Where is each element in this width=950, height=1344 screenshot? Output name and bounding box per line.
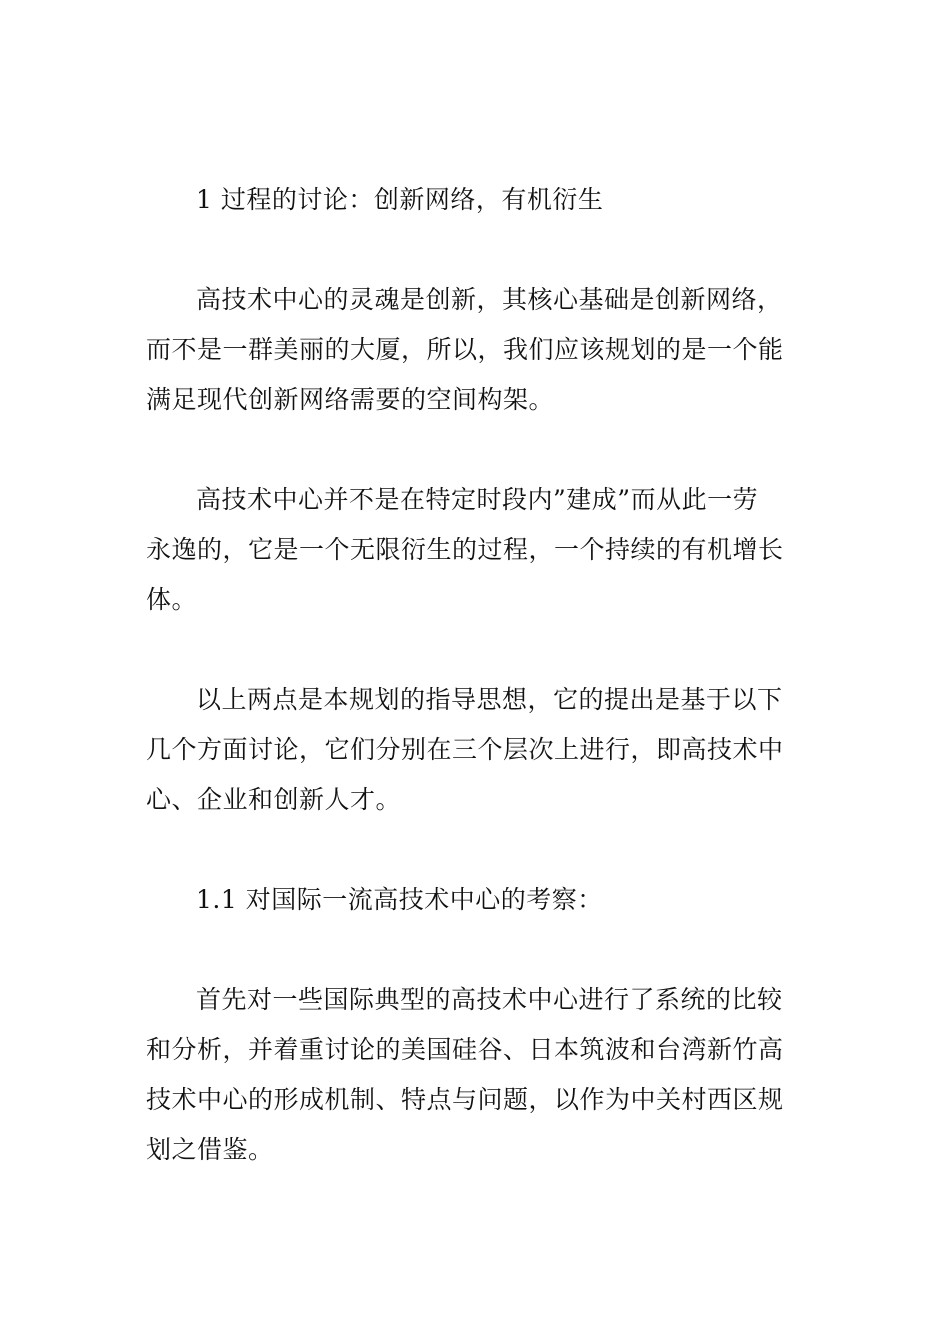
document-page: [146, 175, 806, 1175]
paragraph-line: 心、企业和创新人才。: [146, 785, 402, 814]
paragraph-line: 几个方面讨论，它们分别在三个层次上进行，即高技术中: [146, 735, 784, 764]
paragraph-2: [146, 475, 806, 625]
paragraph-line: 而不是一群美丽的大厦，所以，我们应该规划的是一个能: [146, 335, 784, 364]
subsection-heading: 1.1 对国际一流高技术中心的考察：: [196, 885, 603, 914]
paragraph-line: 体。: [146, 585, 198, 614]
spacer: [146, 625, 806, 675]
spacer: [146, 925, 806, 975]
paragraph-line: 首先对一些国际典型的高技术中心进行了系统的比较: [196, 985, 783, 1014]
paragraph-line: 满足现代创新网络需要的空间构架。: [146, 385, 555, 414]
spacer: [146, 425, 806, 475]
paragraph-line: 高技术中心并不是在特定时段内”建成”而从此一劳: [196, 485, 759, 514]
paragraph-line: 和分析，并着重讨论的美国硅谷、日本筑波和台湾新竹高: [146, 1035, 784, 1064]
section-heading: 1 过程的讨论：创新网络，有机衍生: [196, 185, 604, 214]
spacer: [146, 225, 806, 275]
paragraph-line: 高技术中心的灵魂是创新，其核心基础是创新网络，: [196, 285, 783, 314]
paragraph-line: 永逸的，它是一个无限衍生的过程，一个持续的有机增长: [146, 535, 784, 564]
paragraph-line: 划之借鉴。: [146, 1135, 274, 1164]
paragraph-1: [146, 275, 806, 425]
paragraph-4: [146, 975, 806, 1175]
paragraph-line: 以上两点是本规划的指导思想，它的提出是基于以下: [196, 685, 783, 714]
paragraph-3: [146, 675, 806, 825]
spacer: [146, 825, 806, 875]
paragraph-line: 技术中心的形成机制、特点与问题，以作为中关村西区规: [146, 1085, 784, 1114]
